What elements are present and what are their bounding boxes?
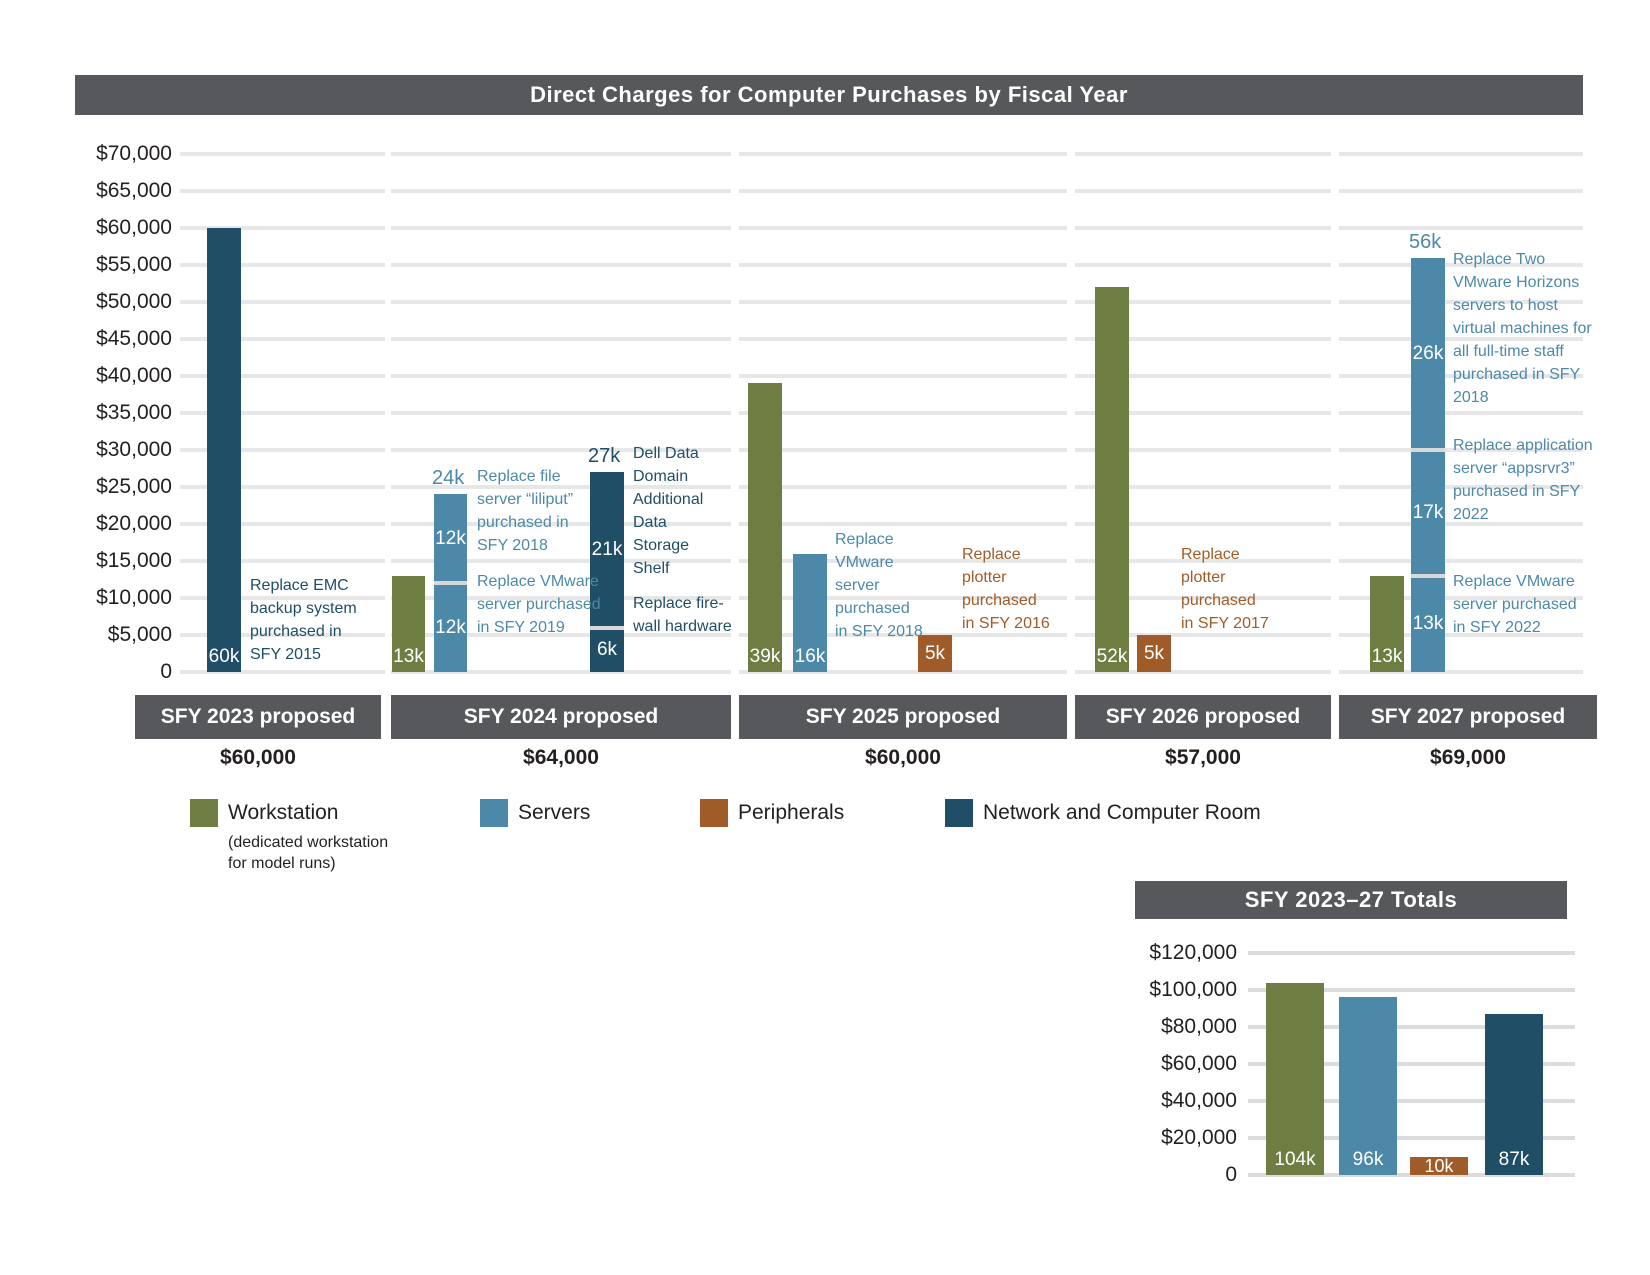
group-label: SFY 2024 proposed <box>391 695 731 739</box>
group-total: $57,000 <box>1165 746 1241 769</box>
annotation-line: plotter <box>962 569 1007 586</box>
legend-label: Network and Computer Room <box>983 801 1261 824</box>
annotation-line: SFY 2015 <box>250 646 321 663</box>
bar-value-label: 104k <box>1274 1148 1316 1170</box>
annotation-line: Data <box>633 514 667 531</box>
group-total: $60,000 <box>865 746 941 769</box>
y-axis-tick-label: $20,000 <box>1161 1126 1237 1149</box>
annotation-line: plotter <box>1181 569 1226 586</box>
bar-servers <box>1339 997 1397 1175</box>
y-axis-tick-label: $55,000 <box>96 253 172 276</box>
annotation-line: Replace <box>835 531 894 548</box>
annotation-line: server “appsrvr3” <box>1453 460 1575 477</box>
annotation-line: Replace file <box>477 468 561 485</box>
y-axis-tick-label: $100,000 <box>1149 978 1237 1001</box>
annotation-line: Shelf <box>633 560 670 577</box>
annotation-line: Storage <box>633 537 690 554</box>
y-axis-tick-label: $30,000 <box>96 438 172 461</box>
annotation-line: server “liliput” <box>477 491 574 508</box>
bar-value-label: 60k <box>208 646 240 667</box>
bar-value-label: 39k <box>749 645 781 667</box>
annotation-line: Replace application <box>1453 437 1593 454</box>
group-label: SFY 2026 proposed <box>1075 695 1331 739</box>
bar-value-label: 21k <box>591 538 623 560</box>
annotation-line: backup system <box>250 600 357 617</box>
y-axis-tick-label: 0 <box>160 660 172 683</box>
y-axis-tick-label: $60,000 <box>96 216 172 239</box>
legend-label: Peripherals <box>738 801 845 824</box>
annotation-line: purchased in <box>477 514 569 531</box>
y-axis-tick-label: $25,000 <box>96 475 172 498</box>
annotation-line: Replace Two <box>1453 251 1546 268</box>
annotation-line: server purchased <box>1453 596 1577 613</box>
annotation-line: servers to host <box>1453 297 1558 314</box>
y-axis-tick-label: $35,000 <box>96 401 172 424</box>
annotation-line: purchased <box>1181 592 1256 609</box>
totals-chart-title: SFY 2023–27 Totals <box>1244 887 1458 912</box>
y-axis-tick-label: $15,000 <box>96 549 172 572</box>
stack-total-label: 24k <box>432 467 465 490</box>
annotation-line: Replace EMC <box>250 577 349 594</box>
legend-label: Workstation <box>228 801 339 824</box>
group-total: $60,000 <box>220 746 296 769</box>
bar-network-and-computer-room <box>1485 1014 1543 1175</box>
annotation-line: purchased <box>835 600 910 617</box>
annotation-line: Additional <box>633 491 704 508</box>
annotation-line: VMware <box>835 554 894 571</box>
annotation-line: in SFY 2022 <box>1453 619 1541 636</box>
annotation-line: purchased in <box>250 623 342 640</box>
annotation-line: all full-time staff <box>1453 343 1564 360</box>
bar-value-label: 5k <box>1143 642 1165 664</box>
annotation-line: wall hardware <box>633 618 732 635</box>
y-axis-tick-label: $20,000 <box>96 512 172 535</box>
bar-value-label: 16k <box>794 645 826 667</box>
annotation-line: server purchased <box>477 596 601 613</box>
bar-value-label: 13k <box>1371 645 1403 667</box>
y-axis-tick-label: $40,000 <box>1161 1089 1237 1112</box>
annotation-line: server <box>835 577 880 594</box>
group-label: SFY 2023 proposed <box>135 695 381 739</box>
bar-value-label: 87k <box>1498 1148 1530 1170</box>
annotation-line: 2022 <box>1453 506 1489 523</box>
legend-sublabel: for model runs) <box>228 855 336 872</box>
annotation-line: Domain <box>633 468 689 485</box>
y-axis-tick-label: $5,000 <box>107 623 172 646</box>
annotation-line: in SFY 2017 <box>1181 615 1269 632</box>
annotation-line: Replace <box>1181 546 1240 563</box>
group-total: $69,000 <box>1430 746 1506 769</box>
annotation-line: SFY 2018 <box>477 537 548 554</box>
y-axis-tick-label: $120,000 <box>1149 941 1237 964</box>
y-axis-tick-label: $60,000 <box>1161 1052 1237 1075</box>
annotation-line: 2018 <box>1453 389 1489 406</box>
annotation-line: Replace VMware <box>477 573 599 590</box>
group-label: SFY 2025 proposed <box>739 695 1067 739</box>
bar-value-label: 17k <box>1412 501 1444 523</box>
annotation-line: in SFY 2018 <box>835 623 923 640</box>
annotation-line: purchased <box>962 592 1037 609</box>
group-label: SFY 2027 proposed <box>1339 695 1597 739</box>
bar-value-label: 13k <box>1412 612 1444 634</box>
legend-label: Servers <box>518 801 591 824</box>
y-axis-tick-label: $45,000 <box>96 327 172 350</box>
y-axis-tick-label: $50,000 <box>96 290 172 313</box>
annotation-line: in SFY 2019 <box>477 619 565 636</box>
bar-peripherals <box>1410 1157 1468 1176</box>
bar-value-label: 52k <box>1096 645 1128 667</box>
bar-value-label: 12k <box>435 616 466 638</box>
annotation-line: virtual machines for <box>1453 320 1592 337</box>
legend-sublabel: (dedicated workstation <box>228 834 389 851</box>
annotation-line: Replace VMware <box>1453 573 1575 590</box>
annotation-line: Replace fire- <box>633 595 724 612</box>
y-axis-tick-label: $70,000 <box>96 142 172 165</box>
main-chart-title: Direct Charges for Computer Purchases by Fiscal Year <box>530 82 1128 107</box>
annotation-line: VMware Horizons <box>1453 274 1580 291</box>
bar-value-label: 96k <box>1352 1148 1384 1170</box>
gridline <box>1248 951 1575 955</box>
annotation-line: purchased in SFY <box>1453 483 1581 500</box>
y-axis-tick-label: $10,000 <box>96 586 172 609</box>
stack-total-label: 27k <box>588 445 621 468</box>
y-axis-tick-label: 0 <box>1225 1163 1237 1186</box>
bar-workstation <box>1266 983 1324 1175</box>
bar-value-label: 12k <box>435 527 466 549</box>
bar-value-label: 26k <box>1412 342 1444 364</box>
bar-value-label: 13k <box>393 645 424 667</box>
annotation-line: purchased in SFY <box>1453 366 1581 383</box>
y-axis-tick-label: $65,000 <box>96 179 172 202</box>
bar-value-label: 6k <box>596 638 618 660</box>
stack-total-label: 56k <box>1409 230 1442 253</box>
bar-value-label: 5k <box>924 642 946 664</box>
group-total: $64,000 <box>523 746 599 769</box>
bar-value-label: 10k <box>1424 1155 1454 1176</box>
annotation-line: in SFY 2016 <box>962 615 1050 632</box>
y-axis-tick-label: $80,000 <box>1161 1015 1237 1038</box>
annotation-line: Dell Data <box>633 445 699 462</box>
annotation-line: Replace <box>962 546 1021 563</box>
y-axis-tick-label: $40,000 <box>96 364 172 387</box>
